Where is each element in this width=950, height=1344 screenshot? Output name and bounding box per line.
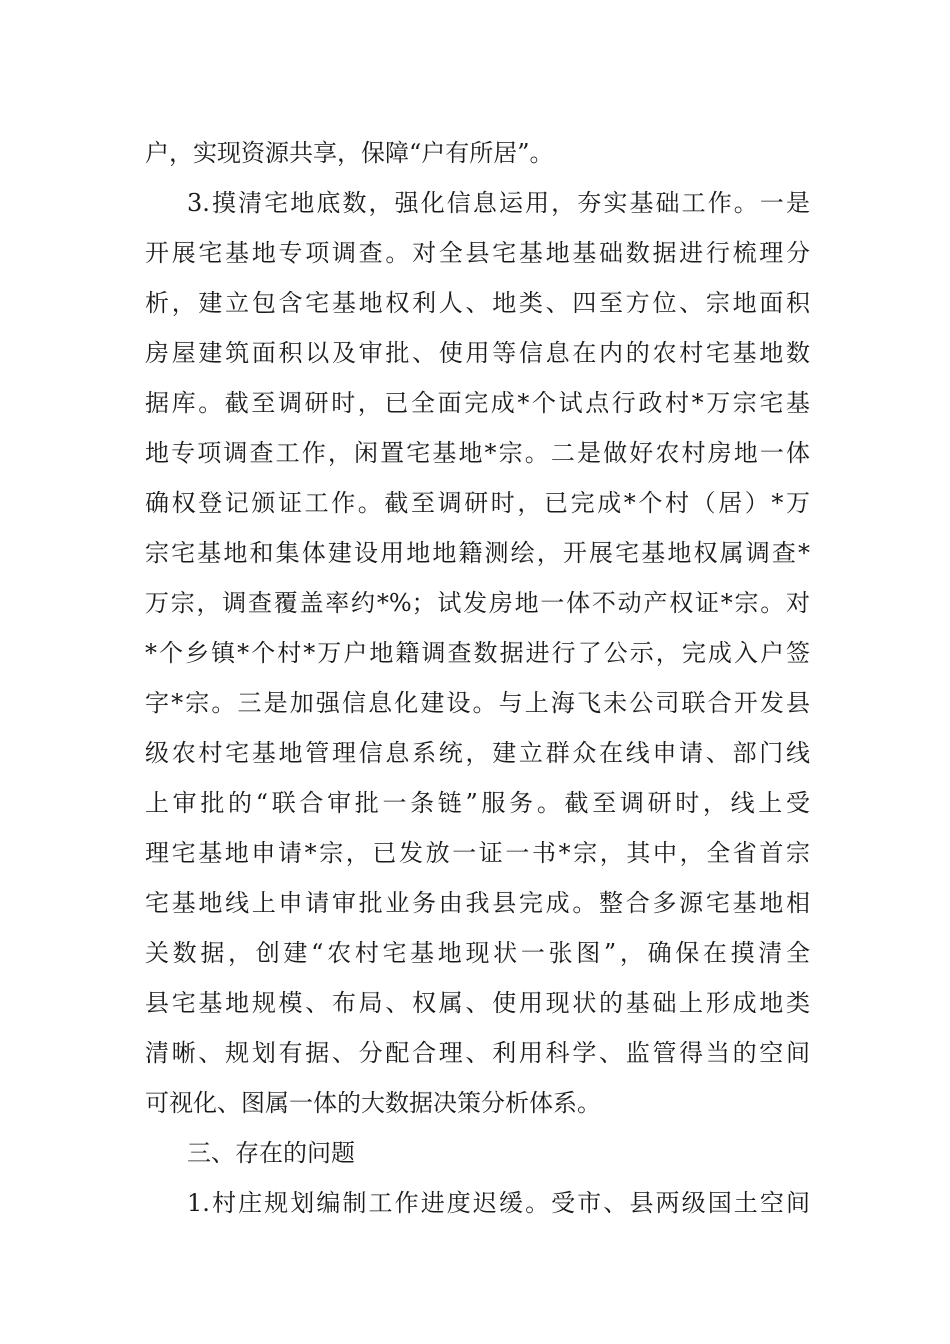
text-line: 县宅基地规模、布局、权属、使用现状的基础上形成地类: [145, 989, 810, 1017]
text-line: 开展宅基地专项调查。对全县宅基地基础数据进行梳理分: [145, 239, 810, 267]
text-line: 宅基地线上申请审批业务由我县完成。整合多源宅基地相: [145, 889, 810, 917]
text-line: 上审批的“联合审批一条链”服务。截至调研时，线上受: [145, 789, 810, 817]
paragraph-heading-line: 3.摸清宅地底数，强化信息运用，夯实基础工作。一是: [187, 189, 810, 217]
paragraph-heading-line: 1.村庄规划编制工作进度迟缓。受市、县两级国土空间: [187, 1189, 810, 1217]
text-line: *个乡镇*个村*万户地籍调查数据进行了公示，完成入户签: [145, 639, 810, 667]
text-line: 据库。截至调研时，已全面完成*个试点行政村*万宗宅基: [145, 389, 810, 417]
text-line: 宗宅基地和集体建设用地地籍测绘，开展宅基地权属调查*: [145, 539, 810, 567]
text-line: 万宗，调查覆盖率约*%；试发房地一体不动产权证*宗。对: [145, 589, 810, 617]
section-heading: 三、存在的问题: [187, 1139, 355, 1167]
text-line: 户，实现资源共享，保障“户有所居”。: [145, 139, 554, 167]
text-line: 析，建立包含宅基地权利人、地类、四至方位、宗地面积: [145, 289, 810, 317]
text-line: 清晰、规划有据、分配合理、利用科学、监管得当的空间: [145, 1039, 810, 1067]
text-line: 字*宗。三是加强信息化建设。与上海飞未公司联合开发县: [145, 689, 810, 717]
text-line: 级农村宅基地管理信息系统，建立群众在线申请、部门线: [145, 739, 810, 767]
text-line: 房屋建筑面积以及审批、使用等信息在内的农村宅基地数: [145, 339, 810, 367]
text-line: 确权登记颁证工作。截至调研时，已完成*个村（居）*万: [145, 489, 810, 517]
text-line: 可视化、图属一体的大数据决策分析体系。: [145, 1089, 601, 1117]
text-line: 关数据，创建“农村宅基地现状一张图”，确保在摸清全: [145, 939, 810, 967]
text-line: 地专项调查工作，闲置宅基地*宗。二是做好农村房地一体: [145, 439, 810, 467]
document-body: [145, 128, 810, 1228]
text-line: 理宅基地申请*宗，已发放一证一书*宗，其中，全省首宗: [145, 839, 810, 867]
